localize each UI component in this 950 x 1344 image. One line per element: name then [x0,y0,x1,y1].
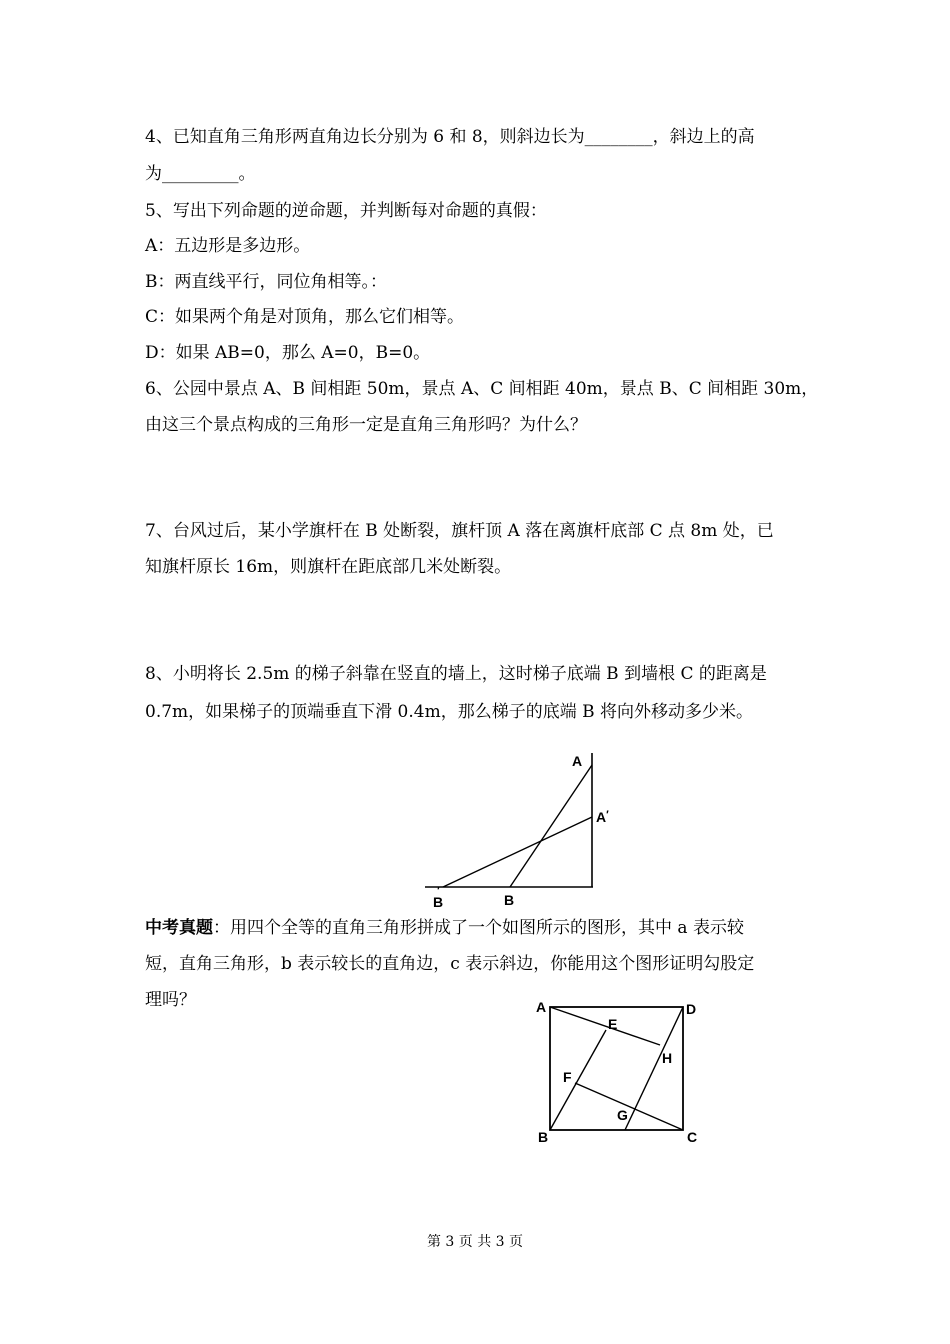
label-F: F [563,1069,572,1085]
q7-line-2: 知旗杆原长 16m，则旗杆在距底部几米处断裂。 [145,557,512,577]
square-figure [530,995,710,1150]
exam-line-3: 理吗？ [145,990,196,1010]
label-B: B [538,1129,549,1145]
q5-item-d: D：如果 AB=0，那么 A=0，B=0。 [145,343,431,363]
label-C: C [687,1129,698,1145]
label-G: G [617,1107,628,1123]
q7-line-1: 7、台风过后，某小学旗杆在 B 处断裂，旗杆顶 A 落在离旗杆底部 C 点 8m 处，已 [145,521,774,541]
q5-item-c: C：如果两个角是对顶角，那么它们相等。 [145,307,465,327]
page-footer: 第 3 页 共 3 页 [426,1234,524,1250]
q5-intro: 5、写出下列命题的逆命题，并判断每对命题的真假： [145,201,547,221]
label-A-prime: A′ [596,809,609,825]
label-E: E [608,1016,618,1032]
label-H: H [662,1050,673,1066]
q5-item-b: B：两直线平行，同位角相等。： [145,272,387,292]
ladder-original [510,765,592,887]
label-B-prime: B′ [433,885,444,910]
label-A: A [536,999,547,1015]
label-B: B [504,892,515,908]
q8-line-1: 8、小明将长 2.5m 的梯子斜靠在竖直的墙上，这时梯子底端 B 到墙根 C 的距离是 [145,664,767,684]
label-D: D [686,1001,697,1017]
q4-line-2: 为_________。 [145,164,256,184]
q6-line-2: 由这三个景点构成的三角形一定是直角三角形吗？为什么？ [145,415,587,435]
ladder-figure [415,745,635,915]
q4-line-1: 4、已知直角三角形两直角边长分别为 6 和 8，则斜边长为________，斜边上的高 [145,127,755,147]
q8-line-2: 0.7m，如果梯子的顶端垂直下滑 0.4m，那么梯子的底端 B 将向外移动多少米。 [145,702,754,722]
label-A: A [572,753,583,769]
segment-BE [550,1030,606,1130]
segment-DG [625,1007,683,1130]
exam-line-2: 短，直角三角形，b 表示较长的直角边，c 表示斜边，你能用这个图形证明勾股定 [145,954,755,974]
exam-label: 中考真题 [145,918,213,938]
exam-line-1-text: ：用四个全等的直角三角形拼成了一个如图所示的图形，其中 a 表示较 [213,918,744,938]
q6-line-1: 6、公园中景点 A、B 间相距 50m，景点 A、C 间相距 40m，景点 B、C 间相距 30m， [145,379,819,399]
segment-AH [550,1007,660,1045]
q5-item-a: A：五边形是多边形。 [145,236,311,256]
exam-line-1 [145,917,744,939]
